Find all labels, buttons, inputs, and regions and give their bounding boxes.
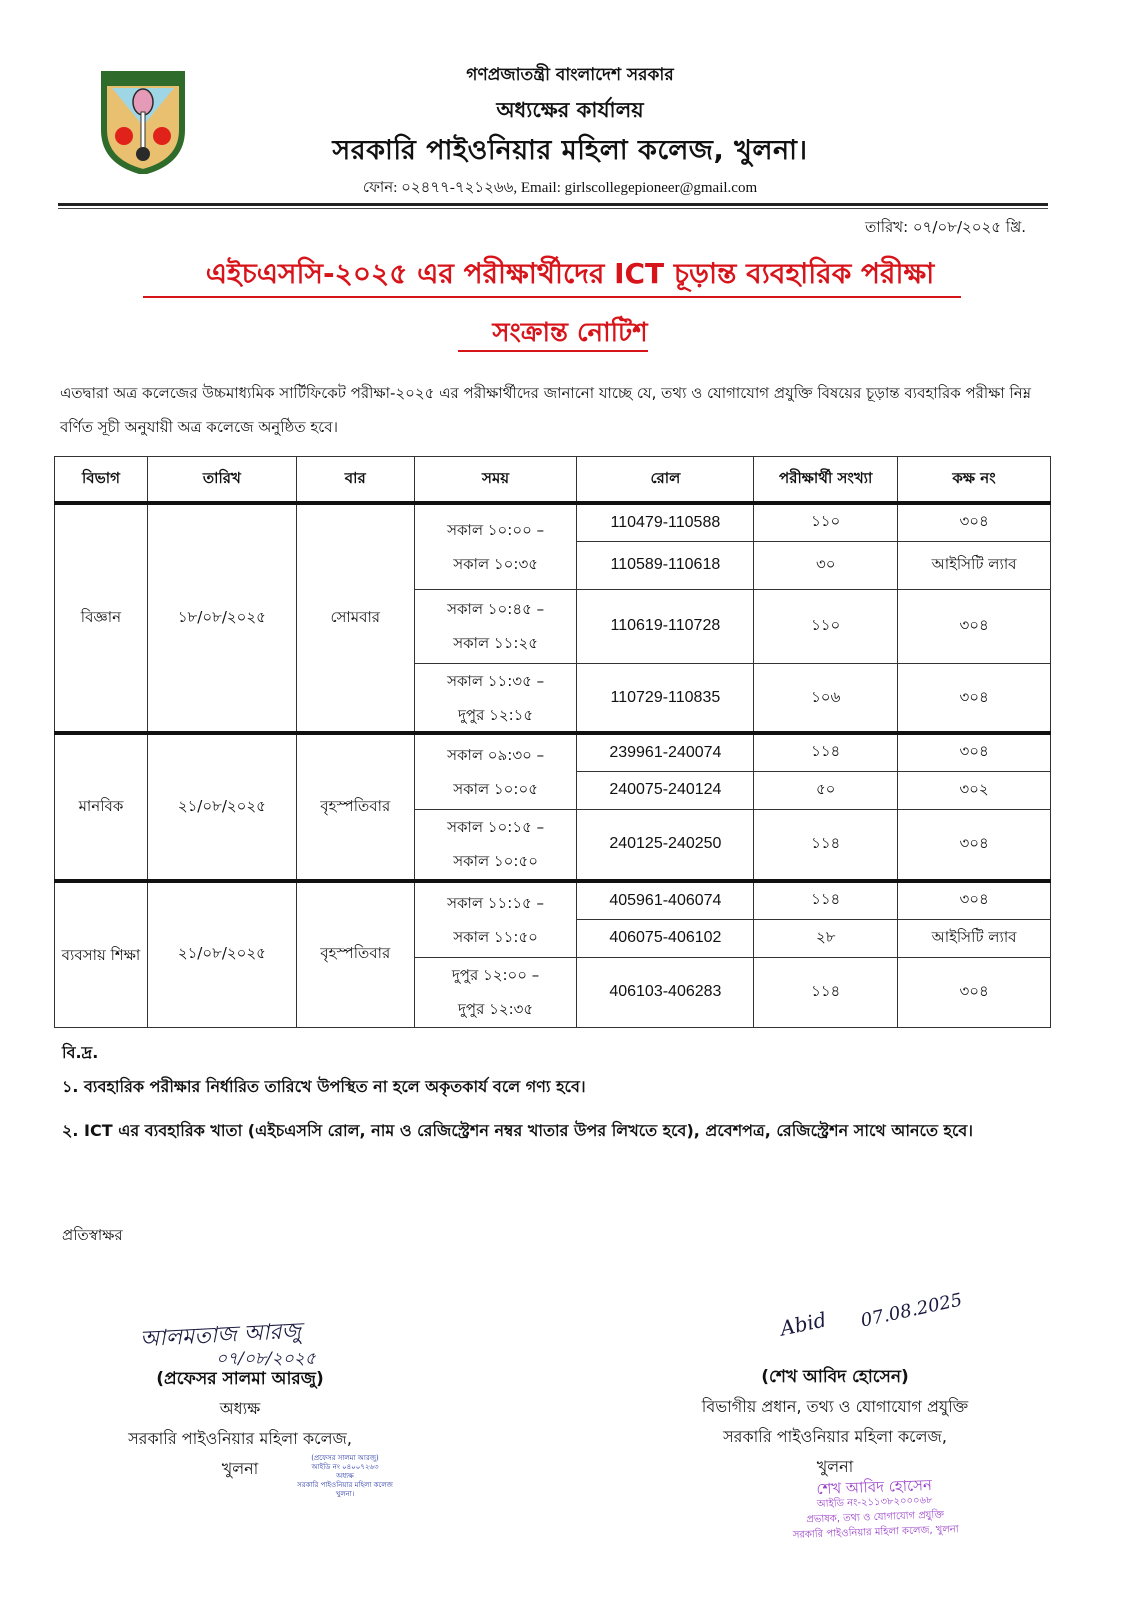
room-cell: ৩০৪ bbox=[898, 589, 1051, 663]
table-row bbox=[55, 733, 1051, 771]
principal-name: (প্রফেসর সালমা আরজু) bbox=[156, 1369, 324, 1389]
roll-cell: 110729-110835 bbox=[577, 663, 754, 733]
intro-paragraph: এতদ্বারা অত্র কলেজের উচ্চমাধ্যমিক সার্টিফিকেট পরীক্ষা-২০২৫ এর পরীক্ষার্থীদের জানানো যাচ্ছে যে, তথ্য ও যোগাযোগ প্রযুক্তি বিষয়ের চূড়ান্ত ব্যবহারিক পরীক্ষা নিম্ন বর্ণিত সূচী অনুযায়ী অত্র কলেজে অনুষ্ঠিত হবে। bbox=[60, 384, 1032, 436]
contact-info: ফোন: ০২৪৭৭-৭২১২৬৬, Email: girlscollegepioneer@gmail.com bbox=[362, 180, 758, 196]
stamp-line: আইডি নং-২১১৩৮২০০০৬৮ bbox=[816, 1494, 933, 1511]
hod-signature-block bbox=[640, 1362, 1030, 1482]
roll-cell: 110589-110618 bbox=[577, 541, 754, 589]
header-day: বার bbox=[296, 457, 414, 504]
time-cell bbox=[414, 881, 577, 957]
college-name: সরকারি পাইওনিয়ার মহিলা কলেজ, খুলনা। bbox=[332, 135, 808, 166]
date-cell: ১৮/০৮/২০২৫ bbox=[147, 503, 296, 733]
day-cell: সোমবার bbox=[296, 503, 414, 733]
notice-date: তারিখ: ০৭/০৮/২০২৫ খ্রি. bbox=[865, 218, 1026, 236]
time-end: সকাল ১১:২৫ bbox=[453, 634, 538, 652]
roll-cell: 239961-240074 bbox=[577, 733, 754, 771]
header-room-no: কক্ষ নং bbox=[898, 457, 1051, 504]
room-cell: ৩০৪ bbox=[898, 957, 1051, 1027]
stamp-line: সরকারি পাইওনিয়ার মহিলা কলেজ, খুলনা bbox=[792, 1524, 959, 1541]
government-name: গণপ্রজাতন্ত্রী বাংলাদেশ সরকার bbox=[466, 65, 674, 85]
header-examinee-count: পরীক্ষার্থী সংখ্যা bbox=[754, 457, 898, 504]
stamp-line: অধ্যক্ষ bbox=[336, 1472, 354, 1480]
time-end: সকাল ১০:৩৫ bbox=[453, 554, 538, 573]
principal-designation: অধ্যক্ষ bbox=[219, 1399, 261, 1418]
time-start: সকাল ১১:৩৫ – bbox=[447, 672, 545, 690]
hod-institution: সরকারি পাইওনিয়ার মহিলা কলেজ, bbox=[723, 1427, 947, 1446]
room-cell: আইসিটি ল্যাব bbox=[898, 919, 1051, 957]
header-date: তারিখ bbox=[147, 457, 296, 504]
time-cell bbox=[414, 733, 577, 809]
table-row bbox=[55, 503, 1051, 541]
hod-designation: বিভাগীয় প্রধান, তথ্য ও যোগাযোগ প্রযুক্তি bbox=[701, 1397, 969, 1416]
count-cell: ১১৪ bbox=[754, 881, 898, 919]
principal-stamp bbox=[275, 1454, 415, 1499]
exam-schedule-table bbox=[54, 456, 1051, 1028]
date-cell: ২১/০৮/২০২৫ bbox=[147, 881, 296, 1027]
room-cell: ৩০২ bbox=[898, 771, 1051, 809]
roll-cell: 240075-240124 bbox=[577, 771, 754, 809]
table-row bbox=[55, 881, 1051, 919]
note-item: ২. ICT এর ব্যবহারিক খাতা (এইচএসসি রোল, নাম ও রেজিস্ট্রেশন নম্বর খাতার উপর লিখতে হবে), প্রবেশপত্র, রেজিস্ট্রেশন সাথে আনতে হবে। bbox=[62, 1121, 974, 1140]
department-cell: মানবিক bbox=[55, 733, 148, 881]
count-cell: ১১৪ bbox=[754, 957, 898, 1027]
time-end: সকাল ১১:৫০ bbox=[453, 927, 538, 946]
time-cell bbox=[414, 957, 577, 1027]
stamp-line: প্রভাষক, তথ্য ও যোগাযোগ প্রযুক্তি bbox=[806, 1509, 945, 1526]
time-cell bbox=[414, 809, 577, 881]
hod-stamp bbox=[769, 1476, 981, 1543]
header-time: সময় bbox=[414, 457, 577, 504]
time-start: সকাল ১১:১৫ – bbox=[447, 893, 545, 912]
count-cell: ২৮ bbox=[754, 919, 898, 957]
count-cell: ৩০ bbox=[754, 541, 898, 589]
roll-cell: 110479-110588 bbox=[577, 503, 754, 541]
hod-city: খুলনা bbox=[816, 1457, 854, 1476]
room-cell: ৩০৪ bbox=[898, 733, 1051, 771]
header-department: বিভাগ bbox=[55, 457, 148, 504]
roll-cell: 406075-406102 bbox=[577, 919, 754, 957]
time-cell bbox=[414, 503, 577, 589]
subtitle-underline bbox=[458, 350, 648, 352]
count-cell: ১১৪ bbox=[754, 733, 898, 771]
count-cell: ১১০ bbox=[754, 589, 898, 663]
count-cell: ১১০ bbox=[754, 503, 898, 541]
header-divider-thin bbox=[58, 208, 1048, 209]
stamp-line: শেখ আবিদ হোসেন bbox=[816, 1476, 933, 1499]
time-start: সকাল ১০:৪৫ – bbox=[447, 600, 545, 618]
header-divider bbox=[58, 203, 1048, 206]
stamp-line: খুলনা। bbox=[335, 1490, 355, 1498]
time-start: সকাল ১০:০০ – bbox=[447, 520, 545, 539]
time-start: সকাল ১০:১৫ – bbox=[447, 818, 545, 837]
count-cell: ১১৪ bbox=[754, 809, 898, 881]
note-item: ১. ব্যবহারিক পরীক্ষার নির্ধারিত তারিখে উপস্থিত না হলে অকৃতকার্য বলে গণ্য হবে। bbox=[62, 1077, 586, 1096]
roll-cell: 240125-240250 bbox=[577, 809, 754, 881]
department-cell: ব্যবসায় শিক্ষা bbox=[55, 881, 148, 1027]
stamp-line: (প্রফেসর সালমা আরজু) bbox=[311, 1454, 379, 1462]
roll-cell: 110619-110728 bbox=[577, 589, 754, 663]
hod-signature-date: 07.08.2025 bbox=[858, 1289, 965, 1332]
time-end: সকাল ১০:০৫ bbox=[453, 779, 538, 798]
principal-institution: সরকারি পাইওনিয়ার মহিলা কলেজ, bbox=[128, 1429, 352, 1448]
time-cell bbox=[414, 663, 577, 733]
notes-heading: বি.দ্র. bbox=[62, 1043, 99, 1062]
day-cell: বৃহস্পতিবার bbox=[296, 881, 414, 1027]
date-cell: ২১/০৮/২০২৫ bbox=[147, 733, 296, 881]
notice-subtitle: সংক্রান্ত নোটিশ bbox=[492, 318, 648, 348]
day-cell: বৃহস্পতিবার bbox=[296, 733, 414, 881]
room-cell: ৩০৪ bbox=[898, 809, 1051, 881]
hod-name: (শেখ আবিদ হোসেন) bbox=[761, 1367, 909, 1387]
room-cell: ৩০৪ bbox=[898, 503, 1051, 541]
table-header-row bbox=[55, 457, 1051, 504]
office-name: অধ্যক্ষের কার্যালয় bbox=[496, 98, 644, 122]
count-cell: ৫০ bbox=[754, 771, 898, 809]
college-crest-icon bbox=[100, 70, 186, 174]
department-cell: বিজ্ঞান bbox=[55, 503, 148, 733]
countersign-label: প্রতিস্বাক্ষর bbox=[62, 1226, 123, 1244]
time-start: দুপুর ১২:০০ – bbox=[451, 966, 540, 984]
count-cell: ১০৬ bbox=[754, 663, 898, 733]
time-end: দুপুর ১২:৩৫ bbox=[458, 1000, 534, 1018]
roll-cell: 406103-406283 bbox=[577, 957, 754, 1027]
stamp-line: সরকারি পাইওনিয়ার মহিলা কলেজ bbox=[297, 1481, 393, 1489]
principal-city: খুলনা bbox=[221, 1459, 259, 1478]
roll-cell: 405961-406074 bbox=[577, 881, 754, 919]
header-roll: রোল bbox=[577, 457, 754, 504]
title-underline bbox=[143, 296, 961, 298]
stamp-line: আইডি নং ০৪০০৭২৬৩ bbox=[311, 1463, 379, 1471]
time-end: দুপুর ১২:১৫ bbox=[458, 706, 534, 724]
principal-signature-date: ০৭/০৮/২০২৫ bbox=[216, 1349, 316, 1369]
notice-title: এইচএসসি-২০২৫ এর পরীক্ষার্থীদের ICT চূড়ান্ত ব্যবহারিক পরীক্ষা bbox=[205, 257, 935, 290]
hod-signature: Abid bbox=[778, 1307, 829, 1341]
room-cell: ৩০৪ bbox=[898, 881, 1051, 919]
time-start: সকাল ০৯:৩০ – bbox=[447, 745, 545, 764]
time-end: সকাল ১০:৫০ bbox=[453, 852, 538, 871]
room-cell: ৩০৪ bbox=[898, 663, 1051, 733]
principal-signature: আলমতাজ আরজু bbox=[139, 1318, 302, 1353]
time-cell bbox=[414, 589, 577, 663]
room-cell: আইসিটি ল্যাব bbox=[898, 541, 1051, 589]
